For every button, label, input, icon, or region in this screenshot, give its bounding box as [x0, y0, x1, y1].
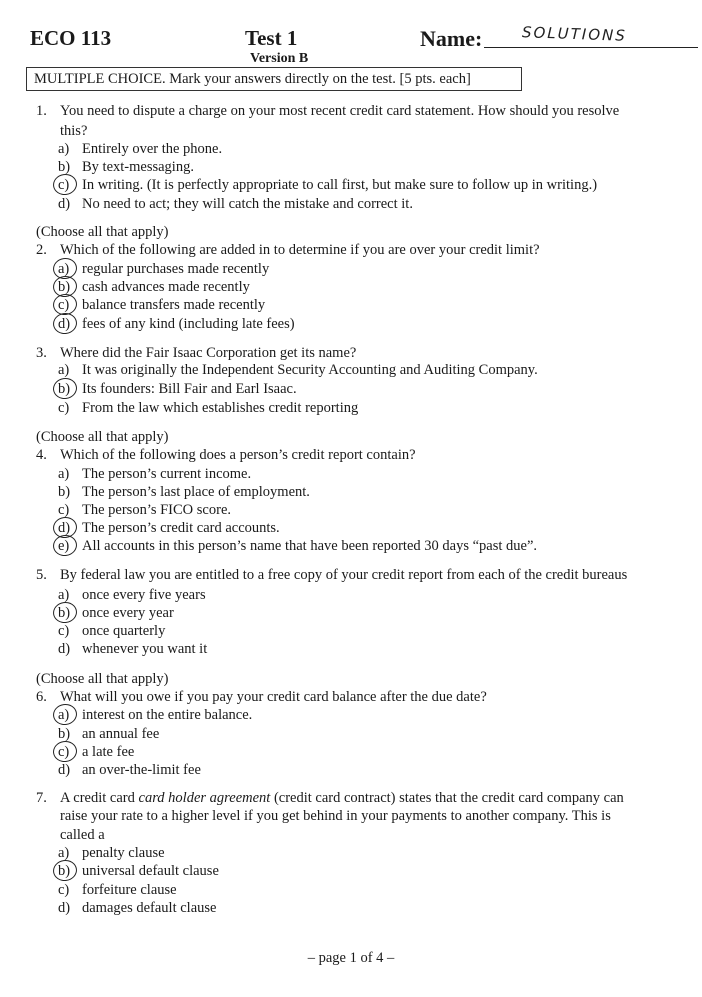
option-letter: a) [58, 141, 70, 157]
question-text: (credit card contract) states that the credit card company can [270, 790, 624, 806]
answer-option[interactable] [58, 159, 194, 177]
answer-option[interactable] [58, 196, 413, 214]
option-text: Entirely over the phone. [82, 141, 223, 157]
answer-option[interactable] [58, 538, 537, 556]
question-number: 3. [36, 345, 47, 361]
answer-option[interactable] [58, 605, 174, 623]
answer-option[interactable] [58, 845, 165, 863]
option-letter: b) [58, 381, 82, 398]
question-text-italic: card holder agreement [138, 790, 271, 806]
option-text: cash advances made recently [82, 279, 250, 295]
choose-all-note: (Choose all that apply) [36, 429, 169, 445]
option-letter: b) [58, 484, 71, 500]
question-stem [36, 567, 627, 584]
option-letter: d) [58, 900, 71, 916]
answer-option[interactable] [58, 502, 231, 520]
option-letter: a) [58, 362, 70, 378]
question-number: 4. [36, 447, 47, 463]
test-version: Version B [250, 51, 309, 66]
option-letter: c) [58, 502, 70, 518]
option-letter: d) [58, 316, 82, 333]
question-text: raise your rate to a higher level if you get behind in your payments to another company. This is [60, 808, 611, 824]
option-text: whenever you want it [82, 641, 208, 657]
answer-circle-mark [52, 533, 79, 557]
question-number: 2. [36, 242, 47, 258]
answer-option[interactable] [58, 726, 159, 744]
option-text: once quarterly [82, 623, 166, 639]
answer-circle-mark [52, 702, 79, 726]
page-footer: – page 1 of 4 – [307, 950, 395, 966]
answer-option[interactable] [58, 466, 251, 484]
answer-option[interactable] [58, 400, 358, 418]
option-letter: c) [58, 744, 82, 761]
option-letter: b) [58, 159, 71, 175]
question-text: Which of the following are added in to determine if you are over your credit limit? [60, 242, 540, 258]
question-number: 7. [36, 790, 47, 806]
answer-option[interactable] [58, 279, 250, 297]
answer-circle-mark [52, 858, 79, 882]
option-text: once every five years [82, 587, 206, 603]
question-text: What will you owe if you pay your credit card balance after the due date? [60, 689, 487, 705]
option-text: All accounts in this person’s name that have been reported 30 days “past due”. [82, 538, 538, 554]
option-text: In writing. (It is perfectly appropriate to call first, but make sure to follow up in writing.) [82, 177, 598, 193]
answer-option[interactable] [58, 762, 201, 780]
option-letter: d) [58, 196, 71, 212]
question-text: Where did the Fair Isaac Corporation get its name? [60, 345, 357, 361]
question-stem [36, 790, 624, 807]
answer-option[interactable] [58, 381, 297, 399]
option-text: The person’s current income. [82, 466, 252, 482]
option-text: The person’s FICO score. [82, 502, 232, 518]
answer-option[interactable] [58, 297, 265, 315]
answer-option[interactable] [58, 261, 269, 279]
option-text: an annual fee [82, 726, 160, 742]
question-text: By federal law you are entitled to a free copy of your credit report from each of the credit bureaus [60, 567, 628, 583]
question-text: A credit card [60, 790, 139, 806]
answer-option[interactable] [58, 177, 597, 195]
answer-option[interactable] [58, 744, 134, 762]
answer-option[interactable] [58, 316, 295, 334]
answer-option[interactable] [58, 882, 177, 900]
question-text: You need to dispute a charge on your most recent credit card statement. How should you resolve [60, 103, 620, 119]
question-number: 1. [36, 103, 47, 119]
question-stem [36, 103, 619, 120]
course-code: ECO 113 [30, 26, 112, 50]
option-text: penalty clause [82, 845, 165, 861]
option-letter: c) [58, 177, 82, 194]
question-text-continued [60, 808, 611, 825]
answer-circle-mark [52, 739, 79, 763]
option-letter: b) [58, 863, 82, 880]
question-stem [36, 447, 416, 464]
option-letter: c) [58, 882, 70, 898]
option-text: a late fee [82, 744, 135, 760]
name-handwritten: SOLUTIONS [521, 23, 628, 45]
option-text: By text-messaging. [82, 159, 194, 175]
name-label: Name: [420, 26, 483, 51]
option-text: The person’s last place of employment. [82, 484, 310, 500]
option-text: From the law which establishes credit reporting [82, 400, 359, 416]
option-letter: b) [58, 726, 71, 742]
question-text-continued: this? [60, 123, 88, 139]
answer-option[interactable] [58, 362, 538, 380]
option-letter: b) [58, 279, 82, 296]
option-text: balance transfers made recently [82, 297, 266, 313]
option-text: forfeiture clause [82, 882, 177, 898]
question-text-continued [60, 827, 105, 844]
option-letter: d) [58, 641, 71, 657]
question-number: 6. [36, 689, 47, 705]
question-text: Which of the following does a person’s credit report contain? [60, 447, 416, 463]
option-letter: c) [58, 297, 82, 314]
option-text: interest on the entire balance. [82, 707, 253, 723]
question-stem [36, 689, 487, 706]
option-letter: a) [58, 845, 70, 861]
option-letter: b) [58, 605, 82, 622]
option-text: No need to act; they will catch the mistake and correct it. [82, 196, 413, 212]
option-text: It was originally the Independent Security Accounting and Auditing Company. [82, 362, 538, 378]
choose-all-note: (Choose all that apply) [36, 224, 169, 240]
answer-option[interactable] [58, 641, 207, 659]
name-underline [484, 47, 698, 48]
answer-option[interactable] [58, 623, 165, 641]
instructions-box: MULTIPLE CHOICE. Mark your answers directly on the test. [5 pts. each] [26, 67, 522, 91]
option-text: The person’s credit card accounts. [82, 520, 280, 536]
question-stem [36, 242, 540, 259]
option-letter: c) [58, 400, 70, 416]
option-text: regular purchases made recently [82, 261, 270, 277]
option-text: damages default clause [82, 900, 217, 916]
option-letter: a) [58, 261, 82, 278]
test-title: Test 1 [245, 26, 298, 50]
option-letter: a) [58, 587, 70, 603]
choose-all-note: (Choose all that apply) [36, 671, 169, 687]
option-letter: c) [58, 623, 70, 639]
option-letter: a) [58, 707, 82, 724]
option-letter: d) [58, 762, 71, 778]
answer-option[interactable] [58, 707, 252, 725]
answer-option[interactable] [58, 141, 222, 159]
answer-option[interactable] [58, 900, 216, 918]
option-letter: a) [58, 466, 70, 482]
question-stem [36, 345, 356, 362]
option-text: once every year [82, 605, 174, 621]
option-text: fees of any kind (including late fees) [82, 316, 295, 332]
answer-option[interactable] [58, 863, 219, 881]
option-letter: e) [58, 538, 82, 555]
answer-circle-mark [52, 600, 79, 624]
answer-option[interactable] [58, 520, 280, 538]
answer-circle-mark [52, 172, 79, 196]
answer-option[interactable] [58, 587, 206, 605]
option-text: universal default clause [82, 863, 219, 879]
option-text: an over-the-limit fee [82, 762, 201, 778]
answer-circle-mark [52, 376, 79, 400]
answer-circle-mark [52, 311, 79, 335]
answer-option[interactable] [58, 484, 310, 502]
question-text: called a [60, 827, 105, 843]
option-text: Its founders: Bill Fair and Earl Isaac. [82, 381, 297, 397]
option-letter: d) [58, 520, 82, 537]
question-number: 5. [36, 567, 47, 583]
